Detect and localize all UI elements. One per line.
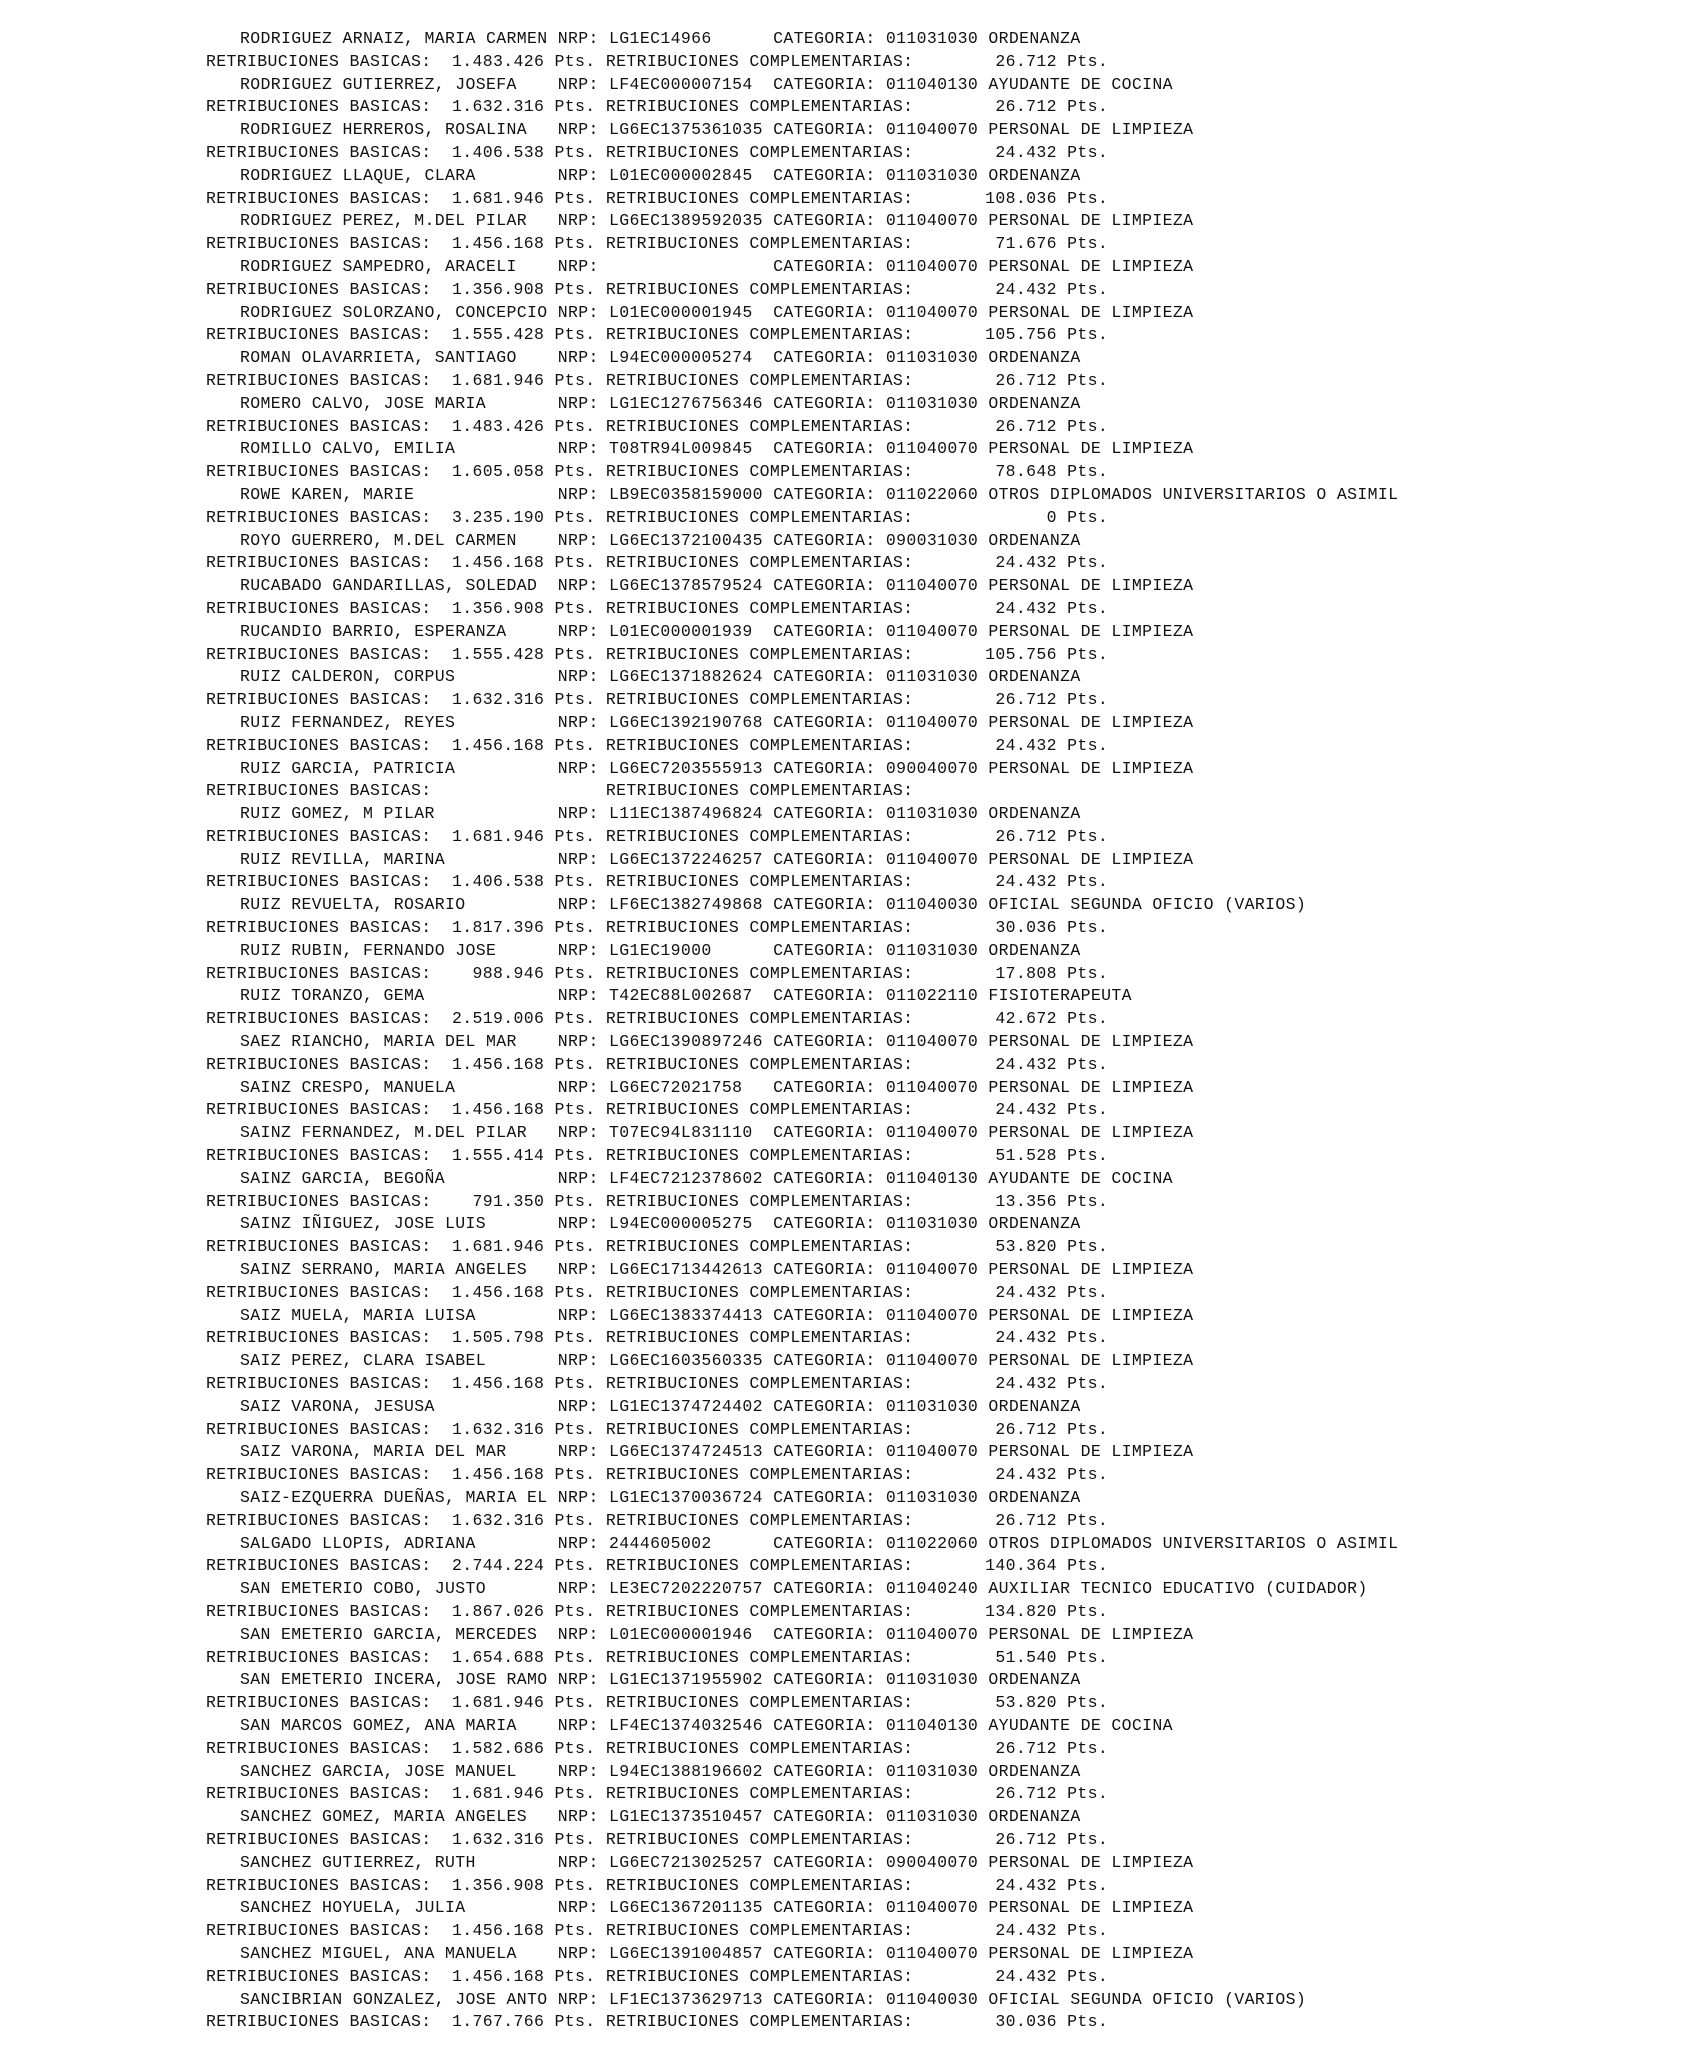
record-name-line: SANCHEZ HOYUELA, JULIA NRP: LG6EC1367201135 CATEGORIA: 011040070 PERSONAL DE LIMPIEZA [240,1898,1194,1918]
record-name-line: SAIZ VARONA, MARIA DEL MAR NRP: LG6EC1374724513 CATEGORIA: 011040070 PERSONAL DE LIMPIEZA [240,1442,1194,1462]
record-name-line: ROMAN OLAVARRIETA, SANTIAGO NRP: L94EC000005274 CATEGORIA: 011031030 ORDENANZA [240,348,1081,368]
record-pay-line: RETRIBUCIONES BASICAS: RETRIBUCIONES COMPLEMENTARIAS: [206,781,914,801]
record-name-line: RUIZ TORANZO, GEMA NRP: T42EC88L002687 CATEGORIA: 011022110 FISIOTERAPEUTA [240,986,1132,1006]
record-name-line: SAN EMETERIO GARCIA, MERCEDES NRP: L01EC000001946 CATEGORIA: 011040070 PERSONAL DE LIMPIEZA [240,1624,1194,1644]
record-pay-line: RETRIBUCIONES BASICAS: 1.456.168 Pts. RETRIBUCIONES COMPLEMENTARIAS: 24.432 Pts. [206,553,1109,573]
record-pay-line: RETRIBUCIONES BASICAS: 1.767.766 Pts. RETRIBUCIONES COMPLEMENTARIAS: 30.036 Pts. [206,2012,1109,2032]
record-name-line: ROYO GUERRERO, M.DEL CARMEN NRP: LG6EC1372100435 CATEGORIA: 090031030 ORDENANZA [240,530,1081,550]
record-pay-line: RETRIBUCIONES BASICAS: 1.505.798 Pts. RETRIBUCIONES COMPLEMENTARIAS: 24.432 Pts. [206,1328,1109,1348]
record-pay-line: RETRIBUCIONES BASICAS: 1.456.168 Pts. RETRIBUCIONES COMPLEMENTARIAS: 24.432 Pts. [206,1374,1109,1394]
record-name-line: SAIZ-EZQUERRA DUEÑAS, MARIA EL NRP: LG1EC1370036724 CATEGORIA: 011031030 ORDENANZA [240,1488,1081,1507]
record-pay-line: RETRIBUCIONES BASICAS: 1.605.058 Pts. RETRIBUCIONES COMPLEMENTARIAS: 78.648 Pts. [206,462,1109,482]
record-name-line: ROMERO CALVO, JOSE MARIA NRP: LG1EC1276756346 CATEGORIA: 011031030 ORDENANZA [240,393,1081,413]
record-pay-line: RETRIBUCIONES BASICAS: 1.681.946 Pts. RETRIBUCIONES COMPLEMENTARIAS: 53.820 Pts. [206,1693,1109,1713]
record-name-line: SAINZ CRESPO, MANUELA NRP: LG6EC72021758 CATEGORIA: 011040070 PERSONAL DE LIMPIEZA [240,1077,1194,1097]
record-name-line: RUIZ GOMEZ, M PILAR NRP: L11EC1387496824 CATEGORIA: 011031030 ORDENANZA [240,804,1081,824]
record-pay-line: RETRIBUCIONES BASICAS: 1.681.946 Pts. RETRIBUCIONES COMPLEMENTARIAS: 53.820 Pts. [206,1237,1109,1257]
record-pay-line: RETRIBUCIONES BASICAS: 1.456.168 Pts. RETRIBUCIONES COMPLEMENTARIAS: 24.432 Pts. [206,735,1109,755]
record-name-line: RODRIGUEZ LLAQUE, CLARA NRP: L01EC000002845 CATEGORIA: 011031030 ORDENANZA [240,165,1081,185]
record-pay-line: RETRIBUCIONES BASICAS: 1.456.168 Pts. RETRIBUCIONES COMPLEMENTARIAS: 24.432 Pts. [206,1966,1109,1986]
record-name-line: SAEZ RIANCHO, MARIA DEL MAR NRP: LG6EC1390897246 CATEGORIA: 011040070 PERSONAL DE LIMPIEZA [240,1032,1194,1052]
record-pay-line: RETRIBUCIONES BASICAS: 1.356.908 Pts. RETRIBUCIONES COMPLEMENTARIAS: 24.432 Pts. [206,279,1109,299]
record-name-line: SANCHEZ GARCIA, JOSE MANUEL NRP: L94EC1388196602 CATEGORIA: 011031030 ORDENANZA [240,1761,1081,1781]
personnel-listing [206,28,1398,2034]
record-pay-line: RETRIBUCIONES BASICAS: 1.406.538 Pts. RETRIBUCIONES COMPLEMENTARIAS: 24.432 Pts. [206,142,1109,162]
record-pay-line: RETRIBUCIONES BASICAS: 1.406.538 Pts. RETRIBUCIONES COMPLEMENTARIAS: 24.432 Pts. [206,872,1109,892]
record-name-line: RODRIGUEZ SAMPEDRO, ARACELI NRP: CATEGORIA: 011040070 PERSONAL DE LIMPIEZA [240,256,1194,276]
record-pay-line: RETRIBUCIONES BASICAS: 1.356.908 Pts. RETRIBUCIONES COMPLEMENTARIAS: 24.432 Pts. [206,1875,1109,1895]
record-name-line: SAINZ SERRANO, MARIA ANGELES NRP: LG6EC1713442613 CATEGORIA: 011040070 PERSONAL DE LIMPIEZA [240,1260,1194,1280]
record-name-line: ROWE KAREN, MARIE NRP: LB9EC0358159000 CATEGORIA: 011022060 OTROS DIPLOMADOS UNIVERSITARIOS O ASIMIL [240,484,1399,504]
record-pay-line: RETRIBUCIONES BASICAS: 2.744.224 Pts. RETRIBUCIONES COMPLEMENTARIAS: 140.364 Pts. [206,1556,1109,1576]
record-name-line: SAIZ PEREZ, CLARA ISABEL NRP: LG6EC1603560335 CATEGORIA: 011040070 PERSONAL DE LIMPIEZA [240,1351,1194,1371]
record-name-line: ROMILLO CALVO, EMILIA NRP: T08TR94L009845 CATEGORIA: 011040070 PERSONAL DE LIMPIEZA [240,439,1194,459]
record-name-line: SAN EMETERIO INCERA, JOSE RAMO NRP: LG1EC1371955902 CATEGORIA: 011031030 ORDENANZA [240,1670,1081,1690]
record-pay-line: RETRIBUCIONES BASICAS: 1.582.686 Pts. RETRIBUCIONES COMPLEMENTARIAS: 26.712 Pts. [206,1738,1109,1758]
record-name-line: SAIZ MUELA, MARIA LUISA NRP: LG6EC1383374413 CATEGORIA: 011040070 PERSONAL DE LIMPIEZA [240,1305,1194,1325]
record-pay-line: RETRIBUCIONES BASICAS: 791.350 Pts. RETRIBUCIONES COMPLEMENTARIAS: 13.356 Pts. [206,1191,1109,1211]
record-name-line: RUIZ FERNANDEZ, REYES NRP: LG6EC1392190768 CATEGORIA: 011040070 PERSONAL DE LIMPIEZA [240,712,1194,732]
record-name-line: RODRIGUEZ PEREZ, M.DEL PILAR NRP: LG6EC1389592035 CATEGORIA: 011040070 PERSONAL DE LIMPIEZA [240,211,1194,231]
record-pay-line: RETRIBUCIONES BASICAS: 1.632.316 Pts. RETRIBUCIONES COMPLEMENTARIAS: 26.712 Pts. [206,97,1109,117]
record-pay-line: RETRIBUCIONES BASICAS: 1.555.428 Pts. RETRIBUCIONES COMPLEMENTARIAS: 105.756 Pts. [206,644,1109,664]
record-pay-line: RETRIBUCIONES BASICAS: 1.456.168 Pts. RETRIBUCIONES COMPLEMENTARIAS: 24.432 Pts. [206,1282,1109,1302]
record-name-line: RUIZ RUBIN, FERNANDO JOSE NRP: LG1EC19000 CATEGORIA: 011031030 ORDENANZA [240,940,1081,960]
record-pay-line: RETRIBUCIONES BASICAS: 1.456.168 Pts. RETRIBUCIONES COMPLEMENTARIAS: 24.432 Pts. [206,1100,1109,1120]
record-name-line: RODRIGUEZ GUTIERREZ, JOSEFA NRP: LF4EC000007154 CATEGORIA: 011040130 AYUDANTE DE COCINA [240,74,1173,94]
record-pay-line: RETRIBUCIONES BASICAS: 1.632.316 Pts. RETRIBUCIONES COMPLEMENTARIAS: 26.712 Pts. [206,1829,1109,1849]
record-name-line: RODRIGUEZ HERREROS, ROSALINA NRP: LG6EC1375361035 CATEGORIA: 011040070 PERSONAL DE LIMPIEZA [240,120,1194,140]
record-name-line: RUIZ CALDERON, CORPUS NRP: LG6EC1371882624 CATEGORIA: 011031030 ORDENANZA [240,667,1081,687]
record-name-line: SAN MARCOS GOMEZ, ANA MARIA NRP: LF4EC1374032546 CATEGORIA: 011040130 AYUDANTE DE COCINA [240,1715,1173,1735]
record-pay-line: RETRIBUCIONES BASICAS: 1.456.168 Pts. RETRIBUCIONES COMPLEMENTARIAS: 24.432 Pts. [206,1921,1109,1941]
record-name-line: SAINZ GARCIA, BEGOÑA NRP: LF4EC7212378602 CATEGORIA: 011040130 AYUDANTE DE COCINA [240,1168,1173,1188]
record-name-line: RODRIGUEZ ARNAIZ, MARIA CARMEN NRP: LG1EC14966 CATEGORIA: 011031030 ORDENANZA [240,29,1081,48]
record-pay-line: RETRIBUCIONES BASICAS: 1.555.414 Pts. RETRIBUCIONES COMPLEMENTARIAS: 51.528 Pts. [206,1146,1109,1166]
record-pay-line: RETRIBUCIONES BASICAS: 1.681.946 Pts. RETRIBUCIONES COMPLEMENTARIAS: 26.712 Pts. [206,826,1109,846]
record-pay-line: RETRIBUCIONES BASICAS: 1.681.946 Pts. RETRIBUCIONES COMPLEMENTARIAS: 26.712 Pts. [206,370,1109,390]
record-name-line: SANCHEZ GUTIERREZ, RUTH NRP: LG6EC7213025257 CATEGORIA: 090040070 PERSONAL DE LIMPIEZA [240,1852,1194,1872]
record-name-line: RUIZ GARCIA, PATRICIA NRP: LG6EC7203555913 CATEGORIA: 090040070 PERSONAL DE LIMPIEZA [240,758,1194,778]
record-pay-line: RETRIBUCIONES BASICAS: 1.456.168 Pts. RETRIBUCIONES COMPLEMENTARIAS: 71.676 Pts. [206,234,1109,254]
record-name-line: SANCIBRIAN GONZALEZ, JOSE ANTO NRP: LF1EC1373629713 CATEGORIA: 011040030 OFICIAL SEGUNDA OFICIO (VARIOS) [240,1989,1307,2009]
record-pay-line: RETRIBUCIONES BASICAS: 1.654.688 Pts. RETRIBUCIONES COMPLEMENTARIAS: 51.540 Pts. [206,1647,1109,1667]
record-pay-line: RETRIBUCIONES BASICAS: 1.356.908 Pts. RETRIBUCIONES COMPLEMENTARIAS: 24.432 Pts. [206,598,1109,618]
record-pay-line: RETRIBUCIONES BASICAS: 1.632.316 Pts. RETRIBUCIONES COMPLEMENTARIAS: 26.712 Pts. [206,1510,1109,1530]
record-pay-line: RETRIBUCIONES BASICAS: 3.235.190 Pts. RETRIBUCIONES COMPLEMENTARIAS: 0 Pts. [206,507,1109,527]
record-pay-line: RETRIBUCIONES BASICAS: 1.456.168 Pts. RETRIBUCIONES COMPLEMENTARIAS: 24.432 Pts. [206,1465,1109,1485]
record-name-line: RODRIGUEZ SOLORZANO, CONCEPCIO NRP: L01EC000001945 CATEGORIA: 011040070 PERSONAL DE LIMPIEZA [240,302,1194,322]
record-name-line: SAINZ FERNANDEZ, M.DEL PILAR NRP: T07EC94L831110 CATEGORIA: 011040070 PERSONAL DE LIMPIEZA [240,1123,1194,1143]
record-name-line: RUCABADO GANDARILLAS, SOLEDAD NRP: LG6EC1378579524 CATEGORIA: 011040070 PERSONAL DE LIMPIEZA [240,576,1194,596]
record-pay-line: RETRIBUCIONES BASICAS: 1.555.428 Pts. RETRIBUCIONES COMPLEMENTARIAS: 105.756 Pts. [206,325,1109,345]
record-pay-line: RETRIBUCIONES BASICAS: 1.483.426 Pts. RETRIBUCIONES COMPLEMENTARIAS: 26.712 Pts. [206,51,1109,71]
record-pay-line: RETRIBUCIONES BASICAS: 1.681.946 Pts. RETRIBUCIONES COMPLEMENTARIAS: 26.712 Pts. [206,1784,1109,1804]
record-pay-line: RETRIBUCIONES BASICAS: 1.456.168 Pts. RETRIBUCIONES COMPLEMENTARIAS: 24.432 Pts. [206,1054,1109,1074]
record-pay-line: RETRIBUCIONES BASICAS: 1.681.946 Pts. RETRIBUCIONES COMPLEMENTARIAS: 108.036 Pts. [206,188,1109,208]
record-pay-line: RETRIBUCIONES BASICAS: 1.817.396 Pts. RETRIBUCIONES COMPLEMENTARIAS: 30.036 Pts. [206,918,1109,938]
record-pay-line: RETRIBUCIONES BASICAS: 1.867.026 Pts. RETRIBUCIONES COMPLEMENTARIAS: 134.820 Pts. [206,1601,1109,1621]
record-pay-line: RETRIBUCIONES BASICAS: 2.519.006 Pts. RETRIBUCIONES COMPLEMENTARIAS: 42.672 Pts. [206,1009,1109,1029]
record-pay-line: RETRIBUCIONES BASICAS: 988.946 Pts. RETRIBUCIONES COMPLEMENTARIAS: 17.808 Pts. [206,963,1109,983]
record-name-line: SAN EMETERIO COBO, JUSTO NRP: LE3EC7202220757 CATEGORIA: 011040240 AUXILIAR TECNICO EDUCATIVO (CUIDADOR) [240,1579,1368,1599]
record-name-line: SAIZ VARONA, JESUSA NRP: LG1EC1374724402 CATEGORIA: 011031030 ORDENANZA [240,1396,1081,1416]
record-name-line: SANCHEZ MIGUEL, ANA MANUELA NRP: LG6EC1391004857 CATEGORIA: 011040070 PERSONAL DE LIMPIEZA [240,1943,1194,1963]
record-name-line: RUCANDIO BARRIO, ESPERANZA NRP: L01EC000001939 CATEGORIA: 011040070 PERSONAL DE LIMPIEZA [240,621,1194,641]
record-name-line: SAINZ IÑIGUEZ, JOSE LUIS NRP: L94EC000005275 CATEGORIA: 011031030 ORDENANZA [240,1214,1081,1234]
record-pay-line: RETRIBUCIONES BASICAS: 1.483.426 Pts. RETRIBUCIONES COMPLEMENTARIAS: 26.712 Pts. [206,416,1109,436]
record-name-line: SANCHEZ GOMEZ, MARIA ANGELES NRP: LG1EC1373510457 CATEGORIA: 011031030 ORDENANZA [240,1807,1081,1827]
record-pay-line: RETRIBUCIONES BASICAS: 1.632.316 Pts. RETRIBUCIONES COMPLEMENTARIAS: 26.712 Pts. [206,690,1109,710]
record-name-line: RUIZ REVUELTA, ROSARIO NRP: LF6EC1382749868 CATEGORIA: 011040030 OFICIAL SEGUNDA OFICIO (VARIOS) [240,895,1307,915]
record-name-line: SALGADO LLOPIS, ADRIANA NRP: 2444605002 CATEGORIA: 011022060 OTROS DIPLOMADOS UNIVERSITARIOS O ASIMIL [240,1533,1399,1553]
record-pay-line: RETRIBUCIONES BASICAS: 1.632.316 Pts. RETRIBUCIONES COMPLEMENTARIAS: 26.712 Pts. [206,1419,1109,1439]
record-name-line: RUIZ REVILLA, MARINA NRP: LG6EC1372246257 CATEGORIA: 011040070 PERSONAL DE LIMPIEZA [240,849,1194,869]
